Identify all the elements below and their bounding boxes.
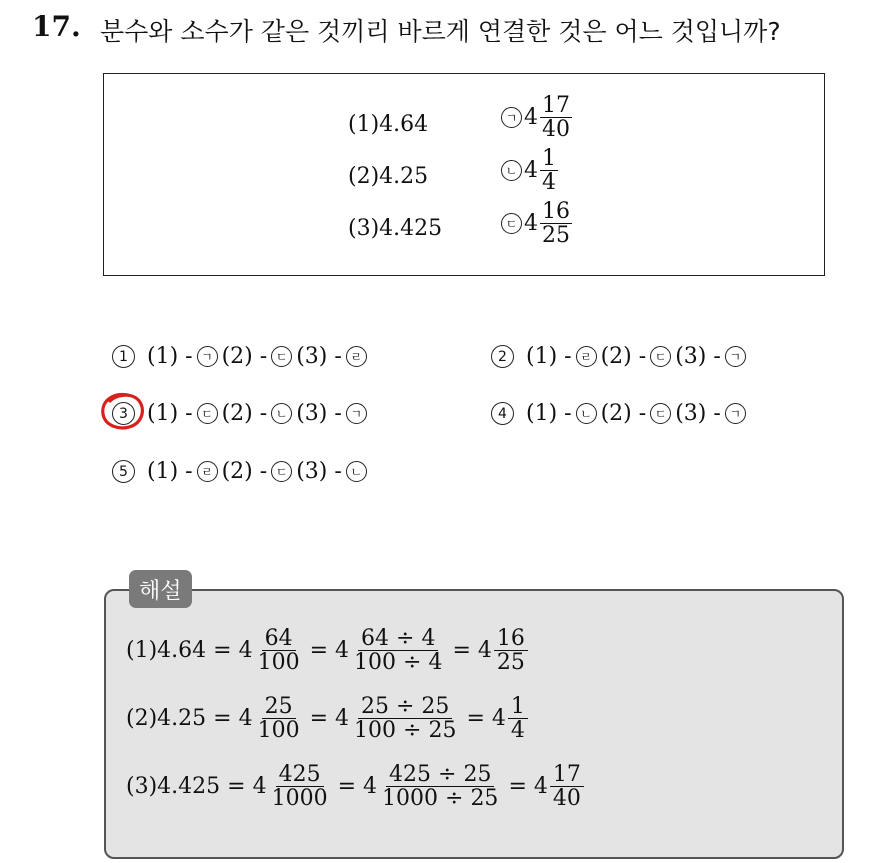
denominator: 1000: [271, 786, 328, 812]
marker-icon: ㄹ: [197, 461, 218, 482]
marker-icon: ㄱ: [725, 346, 746, 367]
denominator: 40: [542, 117, 570, 143]
whole-part: 4: [524, 105, 538, 131]
fraction: [508, 695, 528, 742]
numerator: 425 ÷ 25: [386, 763, 494, 787]
pair-label: (1) -: [526, 344, 572, 369]
whole-part: 4: [477, 638, 492, 664]
denominator: 100: [257, 650, 300, 676]
numerator: 25 ÷ 25: [358, 695, 452, 719]
pair-label: (2) -: [221, 401, 268, 426]
marker-icon: ㄷ: [271, 461, 292, 482]
choice-2[interactable]: [491, 344, 750, 369]
denominator: 40: [552, 786, 581, 812]
marker-icon: ㄴ: [576, 403, 597, 424]
numerator: 64 ÷ 4: [358, 627, 438, 651]
fraction: [550, 763, 584, 810]
fraction: [351, 627, 445, 674]
whole-part: 4: [524, 211, 538, 237]
whole-part: 4: [335, 638, 350, 664]
denominator: 4: [542, 170, 556, 196]
whole-part: 4: [363, 774, 378, 800]
pair-label: (2) -: [600, 344, 647, 369]
match-right-3: [501, 200, 572, 247]
pair-label: (1) -: [147, 401, 193, 426]
whole-part: 4: [491, 706, 506, 732]
marker-icon: ㄱ: [725, 403, 746, 424]
numerator: 1: [508, 695, 528, 719]
pair-label: (2) -: [600, 401, 647, 426]
denominator: 25: [542, 223, 570, 249]
whole-part: 4: [524, 158, 538, 184]
fraction: [540, 94, 572, 141]
fraction: [351, 695, 459, 742]
choice-3[interactable]: [112, 401, 371, 426]
fraction: [255, 627, 303, 674]
numerator: 17: [542, 93, 570, 118]
marker-giyeok-icon: ㄱ: [501, 107, 522, 128]
eq-label: (1)4.64: [126, 638, 207, 664]
eq-label: (2)4.25: [126, 706, 207, 732]
answer-mark-circle-icon: [98, 390, 150, 434]
numerator: 1: [542, 146, 556, 171]
choice-number-icon: 4: [491, 402, 514, 425]
pair-label: (2) -: [221, 344, 268, 369]
pair-label: (2) -: [221, 459, 268, 484]
equals-sign: =: [337, 774, 357, 800]
eq-label: (3)4.425: [126, 774, 221, 800]
fraction: [540, 147, 558, 194]
choice-number-icon: 2: [491, 345, 514, 368]
equals-sign: =: [227, 774, 246, 800]
pair-label: (3) -: [296, 459, 342, 484]
choice-4[interactable]: [491, 401, 750, 426]
equals-sign: =: [508, 774, 527, 800]
marker-icon: ㄱ: [197, 346, 218, 367]
fraction: [379, 763, 501, 810]
denominator: 25: [496, 650, 525, 676]
denominator: 100 ÷ 4: [354, 650, 443, 676]
marker-icon: ㄹ: [346, 346, 367, 367]
fraction: [494, 627, 528, 674]
match-left-2: (2)4.25: [348, 164, 429, 189]
pair-label: (1) -: [147, 344, 193, 369]
equals-sign: =: [213, 638, 232, 664]
pair-label: (3) -: [675, 344, 721, 369]
solution-line-2: [126, 695, 528, 742]
question-text: 분수와 소수가 같은 것끼리 바르게 연결한 것은 어느 것입니까?: [100, 17, 781, 46]
numerator: 17: [550, 763, 584, 787]
whole-part: 4: [238, 706, 253, 732]
equals-sign: =: [309, 638, 329, 664]
numerator: 425: [276, 763, 324, 787]
choice-5[interactable]: [112, 459, 371, 484]
choice-number-icon: 5: [112, 460, 135, 483]
pair-label: (3) -: [675, 401, 721, 426]
solution-tag: 해설: [129, 570, 192, 608]
pair-label: (1) -: [526, 401, 572, 426]
equals-sign: =: [213, 706, 232, 732]
whole-part: 4: [533, 774, 548, 800]
denominator: 100 ÷ 25: [354, 718, 457, 744]
choice-1[interactable]: [112, 344, 371, 369]
marker-icon: ㄴ: [346, 461, 367, 482]
match-left-3: (3)4.425: [348, 216, 443, 241]
marker-icon: ㄱ: [346, 403, 367, 424]
choice-number-icon: 1: [112, 345, 135, 368]
denominator: 100: [257, 718, 300, 744]
equals-sign: =: [309, 706, 329, 732]
pair-label: (1) -: [147, 459, 193, 484]
matching-box: [103, 73, 825, 276]
marker-icon: ㄷ: [197, 403, 218, 424]
pair-label: (3) -: [296, 344, 342, 369]
denominator: 1000 ÷ 25: [382, 786, 499, 812]
marker-icon: ㄷ: [271, 346, 292, 367]
whole-part: 4: [252, 774, 267, 800]
match-right-1: [501, 94, 572, 141]
marker-icon: ㄷ: [650, 346, 671, 367]
numerator: 16: [542, 199, 570, 224]
numerator: 25: [262, 695, 296, 719]
match-right-2: [501, 147, 558, 194]
solution-line-3: [126, 763, 584, 810]
denominator: 4: [510, 718, 525, 744]
marker-icon: ㄴ: [271, 403, 292, 424]
equals-sign: =: [452, 638, 471, 664]
whole-part: 4: [335, 706, 350, 732]
match-left-1: (1)4.64: [348, 112, 429, 137]
numerator: 16: [494, 627, 528, 651]
numerator: 64: [262, 627, 296, 651]
marker-icon: ㄷ: [650, 403, 671, 424]
marker-nieun-icon: ㄴ: [501, 160, 522, 181]
equals-sign: =: [466, 706, 485, 732]
choice-number-icon: 3: [112, 402, 135, 425]
fraction: [269, 763, 331, 810]
question-number: 17.: [32, 10, 81, 43]
pair-label: (3) -: [296, 401, 342, 426]
marker-digeut-icon: ㄷ: [501, 213, 522, 234]
fraction: [255, 695, 303, 742]
marker-icon: ㄹ: [576, 346, 597, 367]
whole-part: 4: [238, 638, 253, 664]
fraction: [540, 200, 572, 247]
solution-line-1: [126, 627, 528, 674]
